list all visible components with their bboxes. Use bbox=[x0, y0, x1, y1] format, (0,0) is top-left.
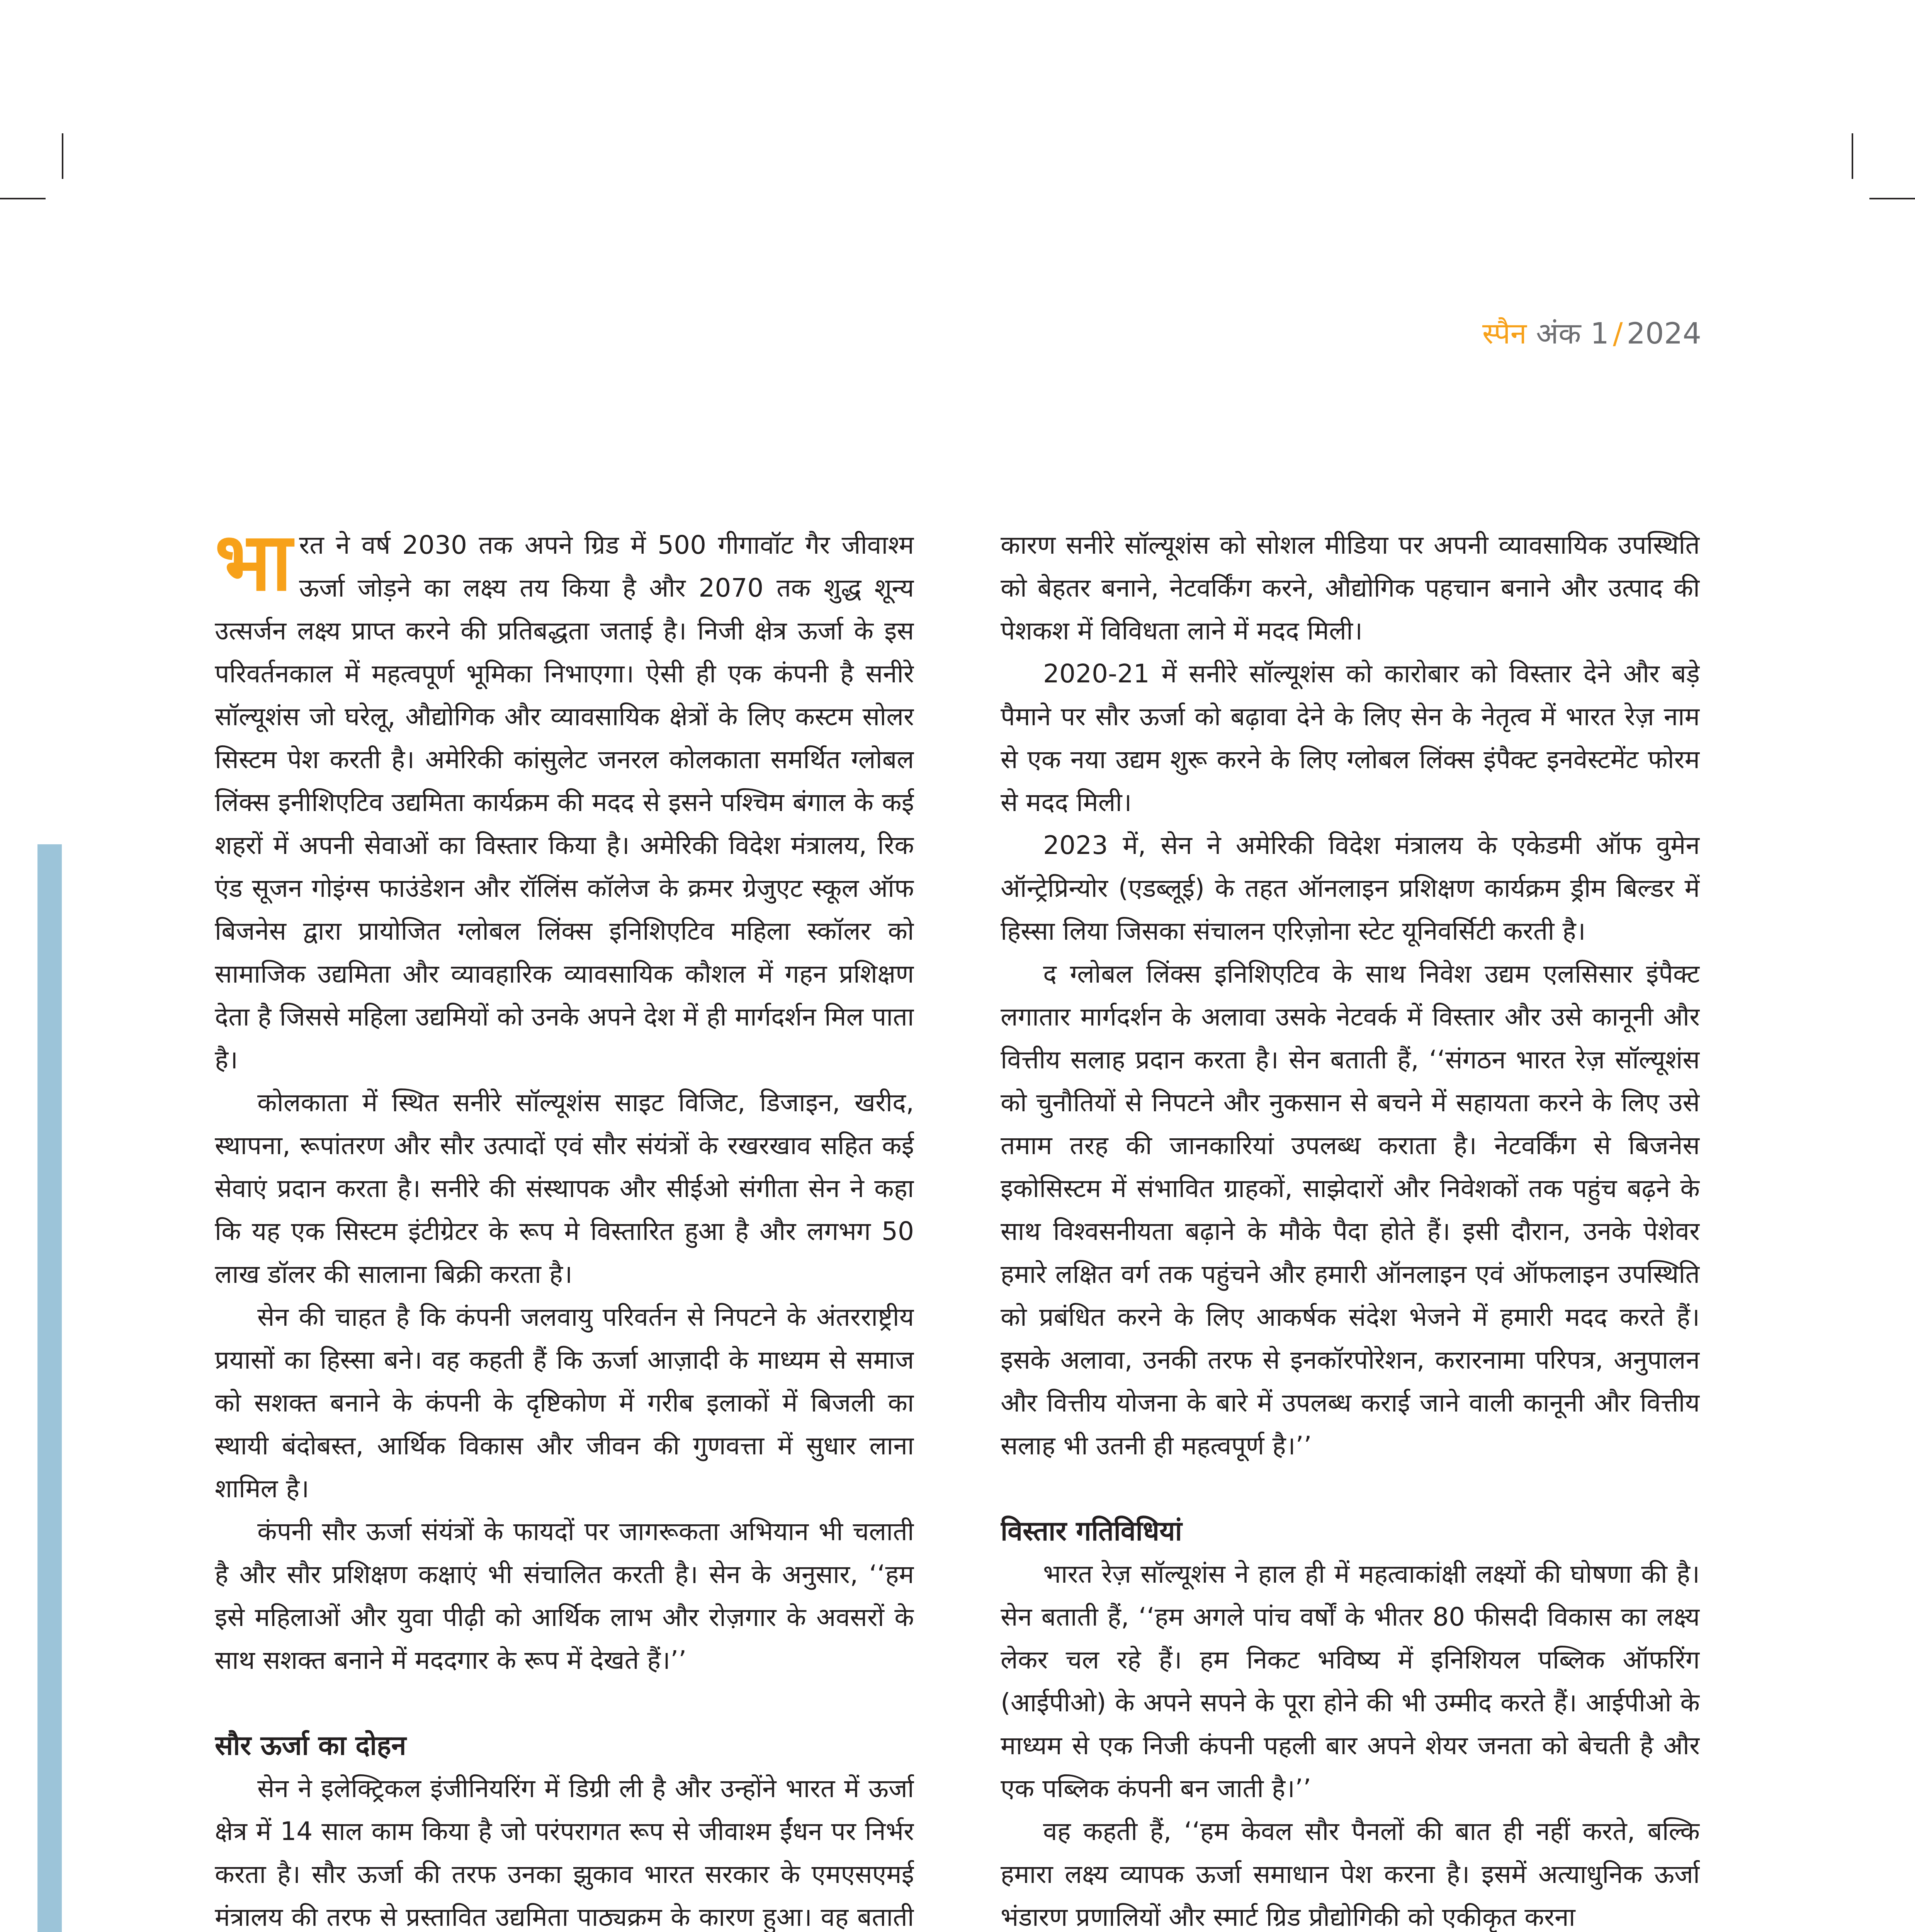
right-column bbox=[1001, 524, 1700, 1932]
crop-mark-top-left-horizontal bbox=[0, 198, 46, 199]
article-paragraph bbox=[215, 524, 914, 1081]
running-header bbox=[1482, 316, 1701, 350]
article-paragraph: कोलकाता में स्थित सनीरे सॉल्यूशंस साइट विजिट, डिजाइन, खरीद, स्थापना, रूपांतरण और सौर उत्पादों एवं सौर संयंत्रों के रखरखाव सहित कई सेवाएं प्रदान करता है। सनीरे की संस्थापक और सीईओ संगीता सेन ने कहा कि यह एक सिस्टम इंटीग्रेटर के रूप मे विस्तारित हुआ है और लगभग 50 लाख डॉलर की सालाना बिक्री करता है। bbox=[215, 1088, 914, 1289]
article-paragraph: 2023 में, सेन ने अमेरिकी विदेश मंत्रालय के एकेडमी ऑफ वुमेन ऑन्ट्रेप्रिन्योर (एडब्लूई) के तहत ऑनलाइन प्रशिक्षण कार्यक्रम ड्रीम बिल्डर में हिस्सा लिया जिसका संचालन एरिज़ोना स्टेट यूनिवर्सिटी करती है। bbox=[1001, 830, 1700, 946]
article-paragraph: 2020-21 में सनीरे सॉल्यूशंस को कारोबार को विस्तार देने और बड़े पैमाने पर सौर ऊर्जा को बढ़ावा देने के लिए सेन के नेतृत्व में भारत रेज़ नाम से एक नया उद्यम शुरू करने के लिए ग्लोबल लिंक्स इंपैक्ट इनवेस्टमेंट फोरम से मदद मिली। bbox=[1001, 659, 1700, 817]
magazine-name: स्पैन bbox=[1482, 316, 1527, 350]
section-heading: सौर ऊर्जा का दोहन bbox=[215, 1730, 406, 1761]
article-paragraph: द ग्लोबल लिंक्स इनिशिएटिव के साथ निवेश उद्यम एलसिसार इंपैक्ट लगातार मार्गदर्शन के अलावा उसके नेटवर्क में विस्तार और उसे कानूनी और वित्तीय सलाह प्रदान करता है। सेन बताती हैं, ‘‘संगठन भारत रेज़ सॉल्यूशंस को चुनौतियों से निपटने और नुकसान से बचने में सहायता करने के लिए उसे तमाम तरह की जानकारियां उपलब्ध कराता है। नेटवर्किंग से बिजनेस इकोसिस्टम में संभावित ग्राहकों, साझेदारों और निवेशकों तक पहुंच बढ़ने के साथ विश्वसनीयता बढ़ाने के मौके पैदा होते हैं। इसी दौरान, उनके पेशेवर हमारे लक्षित वर्ग तक पहुंचने और हमारी ऑनलाइन एवं ऑफलाइन उपस्थिति को प्रबंधित करने के लिए आकर्षक संदेश भेजने में हमारी मदद करते हैं। इसके अलावा, उनकी तरफ से इनकॉरपोरेशन, करारनामा परिपत्र, अनुपालन और वित्तीय योजना के बारे में उपलब्ध कराई जाने वाली कानूनी और वित्तीय सलाह भी उतनी ही महत्वपूर्ण है।’’ bbox=[1001, 959, 1700, 1461]
left-column bbox=[215, 524, 914, 1932]
article-paragraph: सेन ने इलेक्ट्रिकल इंजीनियरिंग में डिग्री ली है और उन्होंने भारत में ऊर्जा क्षेत्र में 14 साल काम किया है जो परंपरागत रूप से जीवाश्म ईंधन पर निर्भर करता है। सौर ऊर्जा की तरफ उनका झुकाव भारत सरकार के एमएसएमई मंत्रालय की तरफ से प्रस्तावित उद्यमिता पाठ्यक्रम के कारण हुआ। वह बताती bbox=[215, 1774, 914, 1932]
article-paragraph: सेन की चाहत है कि कंपनी जलवायु परिवर्तन से निपटने के अंतरराष्ट्रीय प्रयासों का हिस्सा बने। वह कहती हैं कि ऊर्जा आज़ादी के माध्यम से समाज को सशक्त बनाने के कंपनी के दृष्टिकोण में गरीब इलाकों में बिजली का स्थायी बंदोबस्त, आर्थिक विकास और जीवन की गुणवत्ता में सुधार लाना शामिल है। bbox=[215, 1302, 914, 1503]
drop-cap: भा bbox=[215, 524, 292, 609]
section-heading: विस्तार गतिविधियां bbox=[1001, 1515, 1182, 1547]
header-separator: / bbox=[1613, 316, 1623, 350]
article-paragraph: कंपनी सौर ऊर्जा संयंत्रों के फायदों पर जागरूकता अभियान भी चलाती है और सौर प्रशिक्षण कक्षाएं भी संचालित करती है। सेन के अनुसार, ‘‘हम इसे महिलाओं और युवा पीढ़ी को आर्थिक लाभ और रोज़गार के अवसरों के साथ सशक्त बनाने में मददगार के रूप में देखते हैं।’’ bbox=[215, 1517, 914, 1675]
article-paragraph: कारण सनीरे सॉल्यूशंस को सोशल मीडिया पर अपनी व्यावसायिक उपस्थिति को बेहतर बनाने, नेटवर्किंग करने, औद्योगिक पहचान बनाने और उत्पाद की पेशकश में विविधता लाने में मदद मिली। bbox=[1001, 530, 1700, 646]
issue-year: 2024 bbox=[1626, 316, 1701, 350]
issue-number: अंक 1 bbox=[1536, 316, 1609, 350]
article-paragraph: भारत रेज़ सॉल्यूशंस ने हाल ही में महत्वाकांक्षी लक्ष्यों की घोषणा की है। सेन बताती हैं, ‘‘हम अगले पांच वर्षों के भीतर 80 फीसदी विकास का लक्ष्य लेकर चल रहे हैं। हम निकट भविष्य में इनिशियल पब्लिक ऑफरिंग (आईपीओ) के अपने सपने के पूरा होने की भी उम्मीद करते हैं। आईपीओ के माध्यम से एक निजी कंपनी पहली बार अपने शेयर जनता को बेचती है और एक पब्लिक कंपनी बन जाती है।’’ bbox=[1001, 1559, 1700, 1803]
paragraph-text: रत ने वर्ष 2030 तक अपने ग्रिड में 500 गीगावॉट गैर जीवाश्म ऊर्जा जोड़ने का लक्ष्य तय किया है और 2070 तक शुद्ध शून्य उत्सर्जन लक्ष्य प्राप्त करने की प्रतिबद्धता जताई है। निजी क्षेत्र ऊर्जा के इस परिवर्तनकाल में महत्वपूर्ण भूमिका निभाएगा। ऐसी ही एक कंपनी है सनीरे सॉल्यूशंस जो घरेलू, औद्योगिक और व्यावसायिक क्षेत्रों के लिए कस्टम सोलर सिस्टम पेश करती है। अमेरिकी कांसुलेट जनरल कोलकाता समर्थित ग्लोबल लिंक्स इनीशिएटिव उद्यमिता कार्यक्रम की मदद से इसने पश्चिम बंगाल के कई शहरों में अपनी सेवाओं का विस्तार किया है। अमेरिकी विदेश मंत्रालय, रिक एंड सूजन गोइंग्स फाउंडेशन और रॉलिंस कॉलेज के क्रमर ग्रेजुएट स्कूल ऑफ बिजनेस द्वारा प्रायोजित ग्लोबल लिंक्स इनिशिएटिव महिला स्कॉलर को सामाजिक उद्यमिता और व्यावहारिक व्यावसायिक कौशल में गहन प्रशिक्षण देता है जिससे महिला उद्यमियों को उनके अपने देश में ही मार्गदर्शन मिल पाता है। bbox=[215, 530, 914, 1075]
side-accent-bar bbox=[37, 844, 62, 1932]
crop-mark-top-left-vertical bbox=[62, 133, 63, 179]
article-paragraph: वह कहती हैं, ‘‘हम केवल सौर पैनलों की बात ही नहीं करते, बल्कि हमारा लक्ष्य व्यापक ऊर्जा समाधान पेश करना है। इसमें अत्याधुनिक ऊर्जा भंडारण प्रणालियों और स्मार्ट ग्रिड प्रौद्योगिकी को एकीकृत करना bbox=[1001, 1816, 1700, 1932]
crop-mark-top-right-horizontal bbox=[1869, 198, 1915, 199]
crop-mark-top-right-vertical bbox=[1852, 133, 1853, 179]
